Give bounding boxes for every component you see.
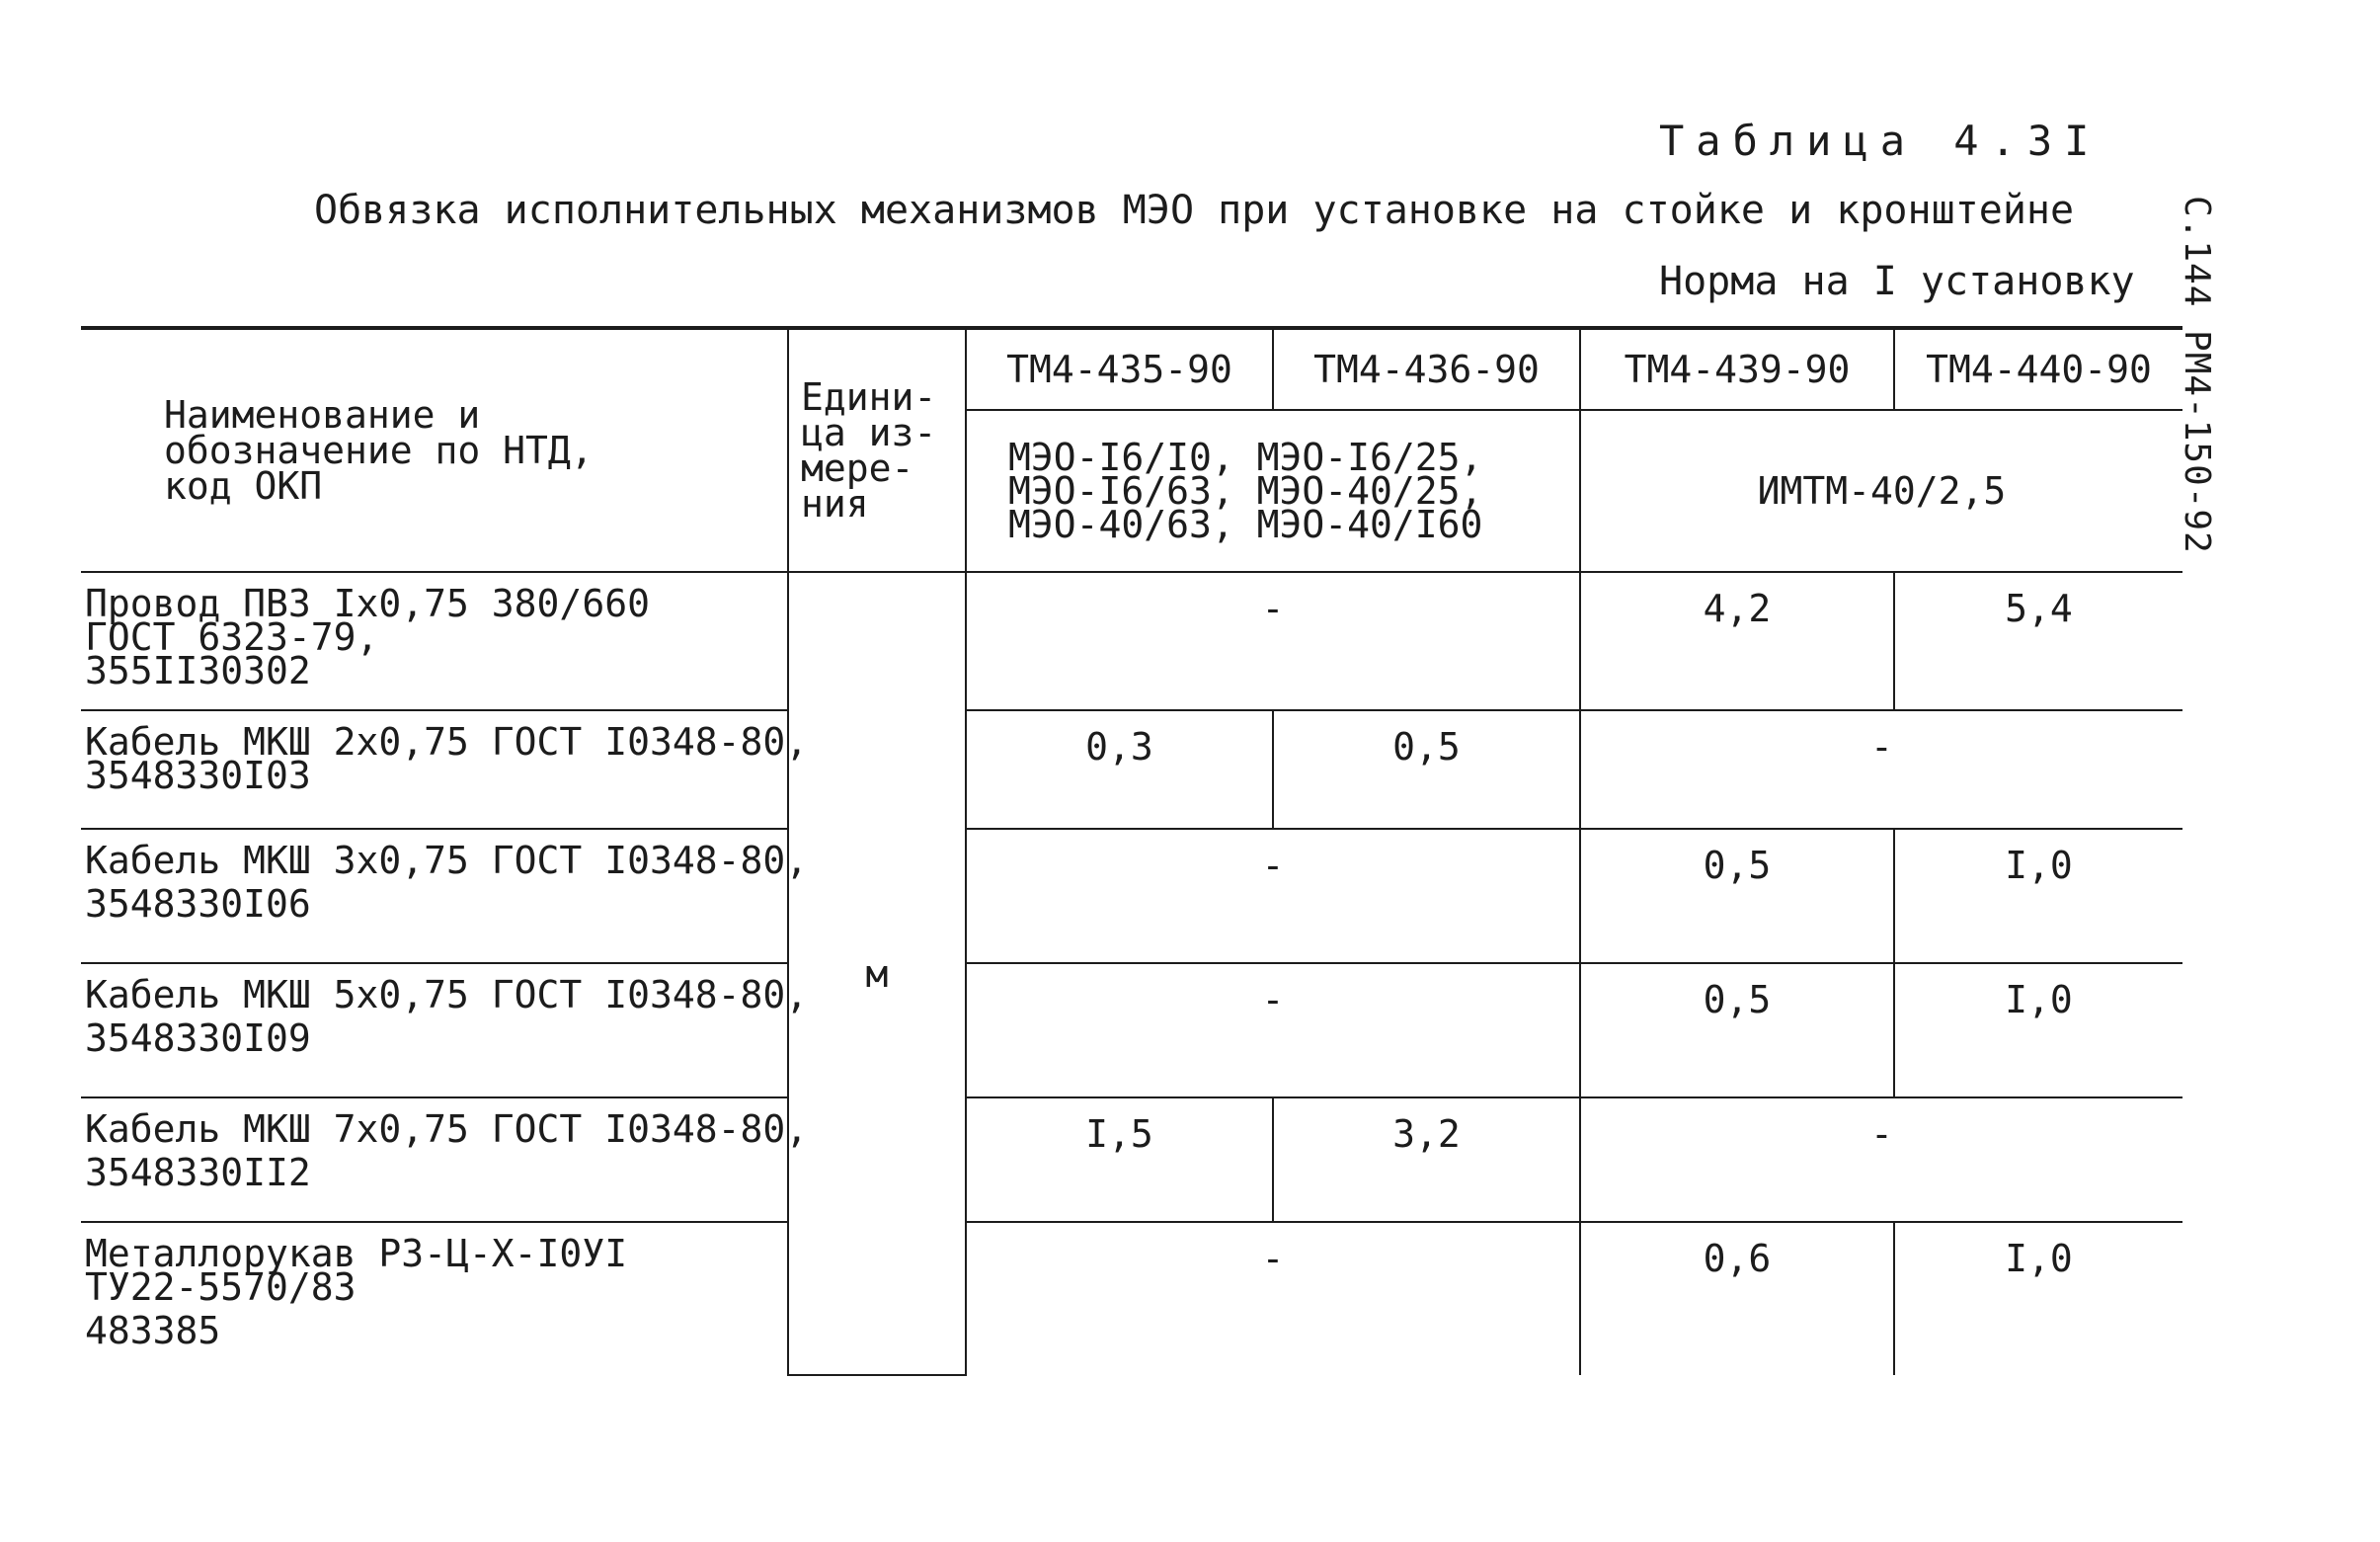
value-cell: 4,2 [1580,572,1894,710]
table-container [81,326,2182,1376]
item-name-line: 3548330I06 [85,882,311,926]
header-name-line: код ОКП [164,464,323,508]
value-cell: 0,5 [1273,710,1580,829]
value-cell: - [1580,710,2182,829]
table-title: Обвязка исполнительных механизмов МЭО при установке на стойке и кронштейне [314,188,2075,233]
header-code-1: ТМ4-435-90 [966,328,1273,410]
table-row [81,710,2182,829]
value-cell: 5,4 [1894,572,2182,710]
item-name-line: ТУ22-5570/83 [85,1265,357,1309]
header-unit-line: ца из- [801,411,937,454]
mechanism-line: МЭО-I6/I0, МЭО-I6/25, [1008,436,1483,479]
value-cell: 0,3 [966,710,1273,829]
header-mechanisms-meo [966,410,1580,572]
value-cell: I,0 [1894,1222,2182,1375]
item-name-cell [81,963,809,1097]
header-mechanisms-imtm: ИМТМ-40/2,5 [1580,410,2182,572]
item-name-line: 3548330I09 [85,1016,311,1060]
mechanism-line: МЭО-40/63, МЭО-40/I60 [1008,503,1483,546]
item-name-line: Кабель МКШ 7х0,75 ГОСТ I0348-80, [85,1107,809,1151]
value-cell: 0,5 [1580,829,1894,963]
table-row [81,1222,2182,1375]
value-cell: I,0 [1894,963,2182,1097]
table-row [81,1097,2182,1222]
item-name-line: 355II30302 [85,649,311,692]
value-cell: - [966,1222,1580,1375]
item-name-line: 3548330I03 [85,754,311,797]
item-name-cell [81,1222,788,1375]
value-cell: 3,2 [1273,1097,1580,1222]
table-row [81,572,2182,710]
item-name-line: Кабель МКШ 2х0,75 ГОСТ I0348-80, [85,720,809,764]
item-name-cell [81,572,788,710]
value-cell: - [966,829,1580,963]
item-name-line: 3548330II2 [85,1151,311,1194]
header-unit-line: ния [801,482,869,526]
item-name-line: 483385 [85,1309,221,1352]
item-name-line: ГОСТ 6323-79, [85,615,379,659]
value-cell: I,0 [1894,829,2182,963]
item-name-cell [81,710,809,829]
header-name-cell [81,328,788,572]
document-code: С.144 РМ4-150-92 [2177,196,2217,554]
value-cell: - [966,572,1580,710]
value-cell: - [1580,1097,2182,1222]
header-code-3: ТМ4-439-90 [1580,328,1894,410]
header-unit-line: мере- [801,446,914,490]
unit-cell: м [788,572,966,1375]
table-number: Таблица 4.3I [1659,117,2102,165]
header-row-codes [81,328,2182,410]
header-unit-cell [788,328,966,572]
mechanism-line: МЭО-I6/63, МЭО-40/25, [1008,469,1483,513]
header-unit-line: Едини- [801,375,937,419]
norm-note: Норма на I установку [1659,259,2135,304]
item-name-cell [81,1097,809,1222]
item-name-line: Металлорукав РЗ-Ц-Х-I0УI [85,1232,628,1275]
item-name-line: Провод ПВЗ Iх0,75 380/660 [85,582,650,625]
item-name-line: Кабель МКШ 3х0,75 ГОСТ I0348-80, [85,839,809,882]
table-row [81,963,2182,1097]
item-name-line: Кабель МКШ 5х0,75 ГОСТ I0348-80, [85,973,809,1016]
header-code-4: ТМ4-440-90 [1894,328,2182,410]
value-cell: 0,5 [1580,963,1894,1097]
value-cell: 0,6 [1580,1222,1894,1375]
header-code-2: ТМ4-436-90 [1273,328,1580,410]
table-row [81,829,2182,963]
item-name-cell [81,829,809,963]
header-name-line: обозначение по НТД, [164,429,594,472]
binding-table [81,326,2182,1376]
header-name-line: Наименование и [164,393,481,437]
value-cell: I,5 [966,1097,1273,1222]
value-cell: - [966,963,1580,1097]
